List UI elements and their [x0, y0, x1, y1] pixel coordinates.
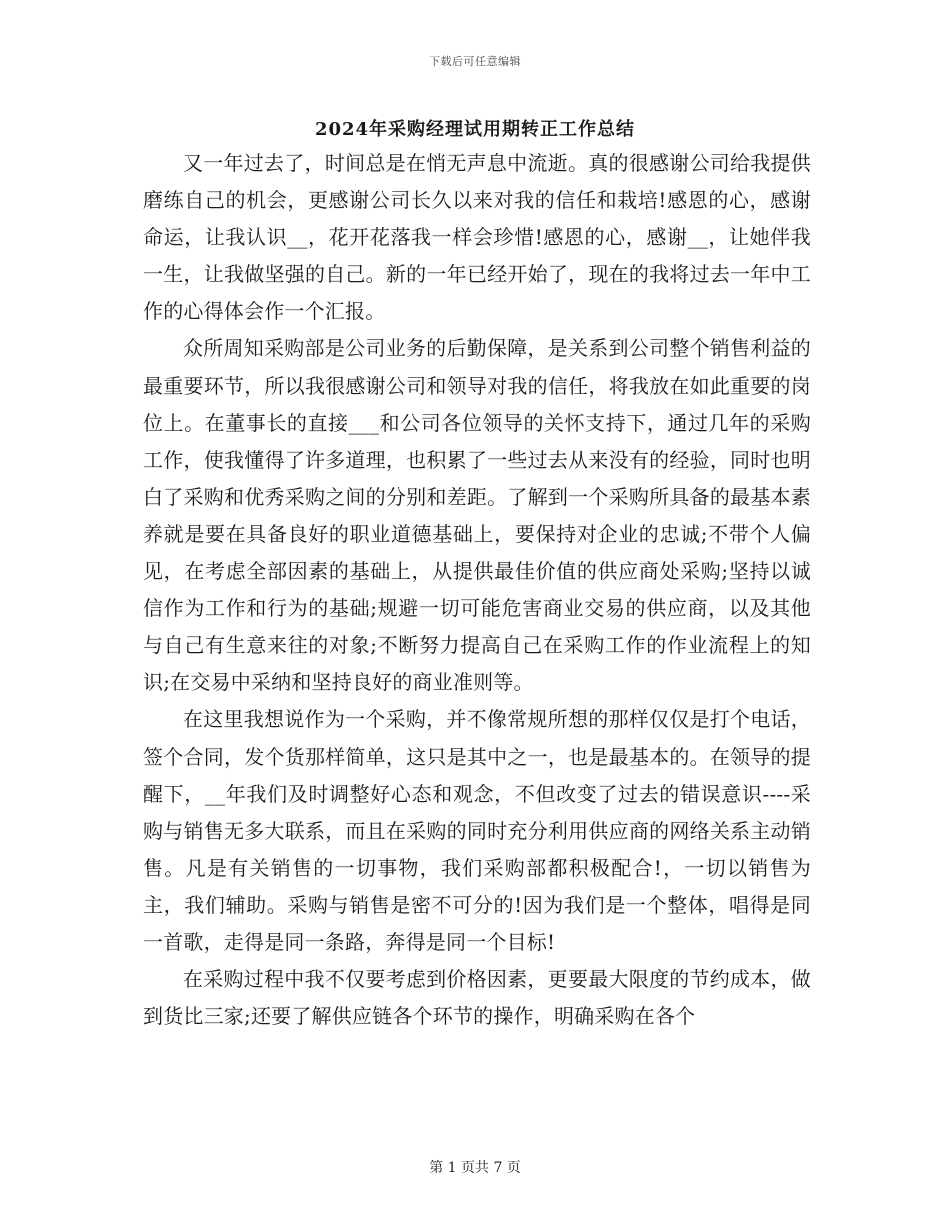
- document-body: [143, 145, 811, 1035]
- paragraph-2: 众所周知采购部是公司业务的后勤保障，是关系到公司整个销售利益的最重要环节，所以我很感谢公司和领导对我的信任，将我放在如此重要的岗位上。在董事长的直接___和公司各位领导的关怀支持下，通过几年的采购工作，使我懂得了许多道理，也积累了一些过去从来没有的经验，同时也明白了采购和优秀采购之间的分别和差距。了解到一个采购所具备的最基本素养就是要在具备良好的职业道德基础上，要保持对企业的忠诚;不带个人偏见，在考虑全部因素的基础上，从提供最佳价值的供应商处采购;坚持以诚信作为工作和行为的基础;规避一切可能危害商业交易的供应商，以及其他与自己有生意来往的对象;不断努力提高自己在采购工作的作业流程上的知识;在交易中采纳和坚持良好的商业准则等。: [143, 336, 811, 695]
- paragraph-1: 又一年过去了，时间总是在悄无声息中流逝。真的很感谢公司给我提供磨练自己的机会，更感谢公司长久以来对我的信任和栽培!感恩的心，感谢命运，让我认识__，花开花落我一样会珍惜!感恩的心，感谢__，让她伴我一生，让我做坚强的自己。新的一年已经开始了，现在的我将过去一年中工作的心得体会作一个汇报。: [143, 151, 811, 324]
- document-title: 2024年采购经理试用期转正工作总结: [314, 119, 636, 140]
- paragraph-4: 在采购过程中我不仅要考虑到价格因素，更要最大限度的节约成本，做到货比三家;还要了解供应链各个环节的操作，明确采购在各个: [143, 967, 811, 1029]
- page-number: 第 1 页共 7 页: [429, 1160, 521, 1176]
- header-note: 下载后可任意编辑: [429, 55, 521, 68]
- paragraph-3: 在这里我想说作为一个采购，并不像常规所想的那样仅仅是打个电话，签个合同，发个货那样简单，这只是其中之一，也是最基本的。在领导的提醒下，__年我们及时调整好心态和观念，不但改变了过去的错误意识----采购与销售无多大联系，而且在采购的同时充分利用供应商的网络关系主动销售。凡是有关销售的一切事物，我们采购部都积极配合!，一切以销售为主，我们辅助。采购与销售是密不可分的!因为我们是一个整体，唱得是同一首歌，走得是同一条路，奔得是同一个目标!: [143, 707, 811, 954]
